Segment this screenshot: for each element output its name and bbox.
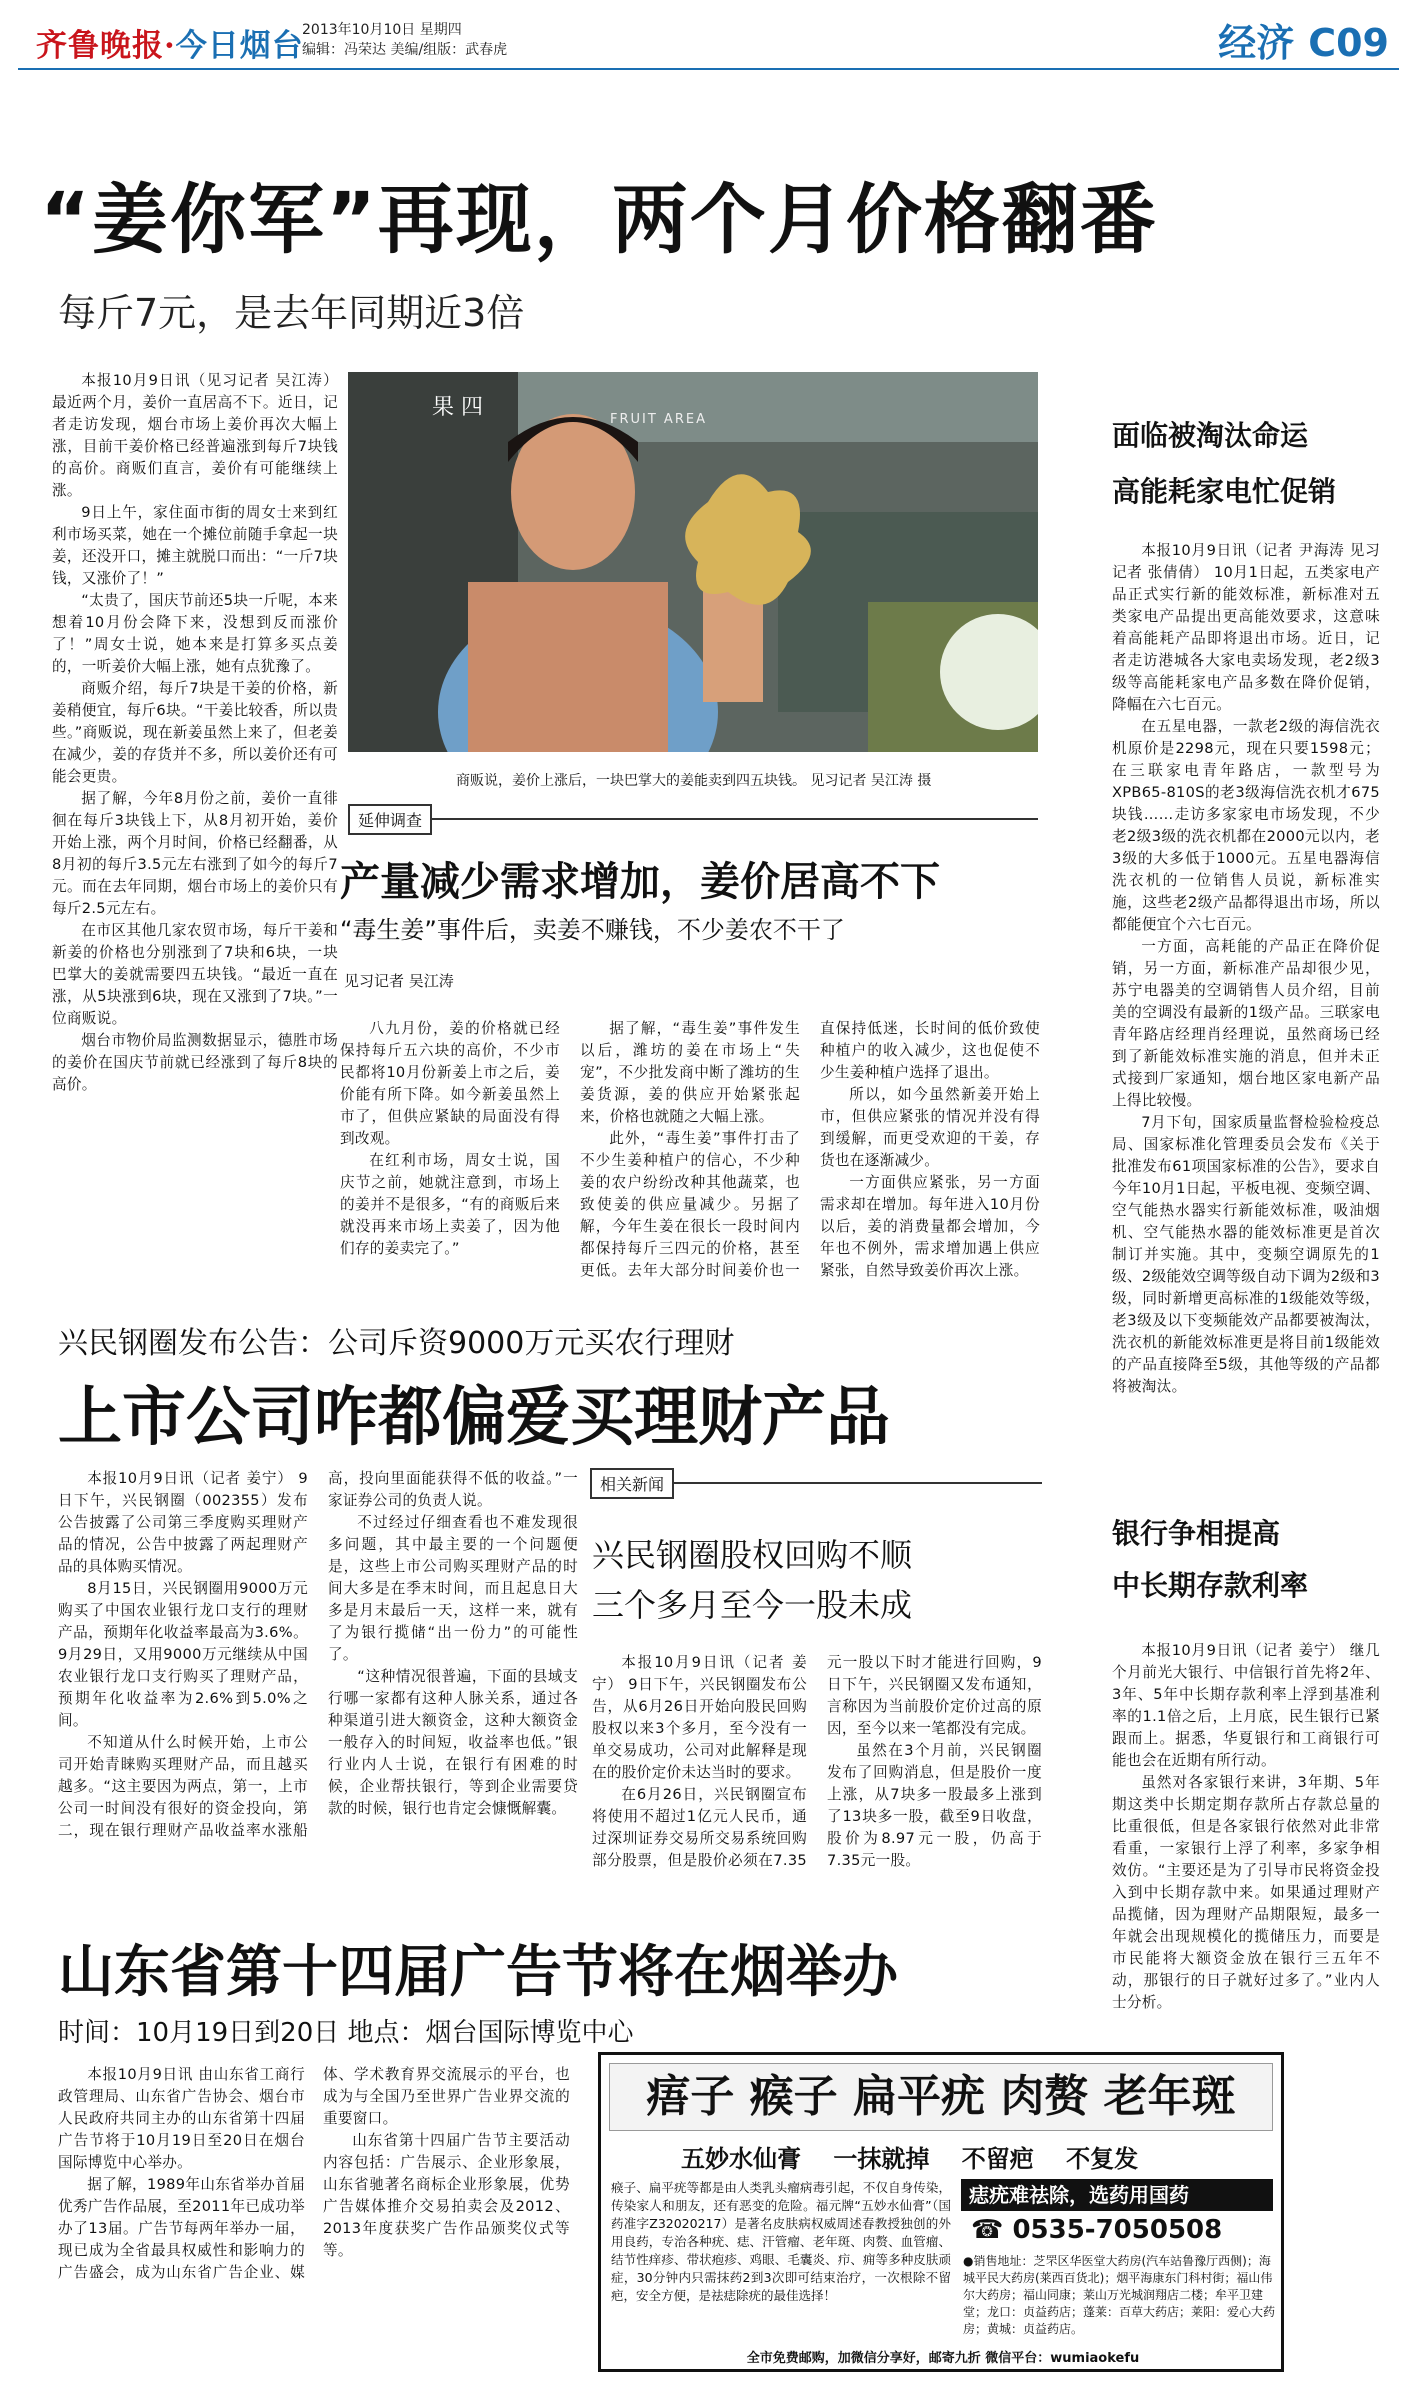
extended-paragraph: 所以，如今虽然新姜开始上市，但供应紧张的情况并没有得到缓解，而更受欢迎的干姜，存货也在逐渐减少。 — [820, 1086, 1040, 1169]
photo-sign: 果 四 — [432, 395, 483, 420]
finance-kicker: 兴民钢圈发布公告：公司斥资9000万元买农行理财 — [58, 1326, 735, 1361]
ginger-body — [52, 370, 338, 1096]
related-headline-line1: 兴民钢圈股权回购不顺 — [592, 1536, 913, 1574]
finance-paragraph: 本报10月9日讯（记者 姜宁） 9日下午，兴民钢圈（002355）发布公告披露了公司第三季度购买理财产品的情况，公告中披露了两起理财产品的具体购买情况。 — [58, 1470, 308, 1575]
sidebar2-title-line1: 银行争相提高 — [1112, 1517, 1281, 1550]
extended-paragraph: 一方面供应紧张，另一方面需求却在增加。每年进入10月份以后，姜的消费量都会增加，今年也不例外，需求增加遇上供应紧张，自然导致姜价再次上涨。 — [820, 1174, 1040, 1279]
related-headline-line2: 三个多月至今一股未成 — [592, 1586, 913, 1624]
ad-slogan: 一抹就掉 — [833, 2145, 930, 2173]
sidebar2-title-line2: 中长期存款利率 — [1112, 1569, 1309, 1602]
extended-headline: 产量减少需求增加，姜价居高不下 — [340, 859, 940, 905]
masthead-separator: · — [164, 28, 176, 64]
extended-body — [340, 1018, 1040, 1318]
photo-sign-en: FRUIT AREA — [610, 412, 707, 427]
section-name: 今日烟台 — [175, 28, 304, 64]
ad-slogan: 不复发 — [1066, 2145, 1139, 2173]
ginger-headline: “姜你军”再现，两个月价格翻番 — [40, 175, 1158, 264]
related-tag: 相关新闻 — [590, 1468, 674, 1499]
ad-stores: ●销售地址：芝罘区华医堂大药房(汽车站鲁豫厅西侧)；海城平民大药房(莱西百货北)；烟平海康东门科村街；福山伟尔大药房；福山同康；莱山万光城润翔店二楼；牟平卫建堂；龙口：贞益药店；蓬莱：百草大药店；莱阳：爱心大药房；黄城：贞益药店。 — [963, 2254, 1276, 2336]
finance-body — [58, 1468, 578, 1888]
related-paragraph: 虽然在3个月前，兴民钢圈发布了回购消息，但是股价一度上涨，从7块多一股最多上涨到了13块多一股，截至9日收盘，股价为8.97元一股，仍高于7.35元一股。 — [827, 1742, 1042, 1869]
ad-slogan-row — [681, 2139, 1138, 2174]
masthead-rule — [18, 68, 1399, 70]
extended-paragraph: 据了解，“毒生姜”事件发生以后，潍坊的姜在市场上“失宠”，不少批发商中断了潍坊的生姜货源，姜的供应开始紧张起来，价格也就随之大幅上涨。 — [580, 1020, 800, 1125]
finance-paragraph: 不知道从什么时候开始，上市公司开始青睐购买理财产品，而且越买越多。“这主要因为两点，第一，上市公司一时间没有很好的资金投向，第二，现在银行理财产品收益率水涨船高，投向里面能获得不低的收益。”一家证券公司的负责人说。 — [58, 1470, 578, 1839]
paper-name: 齐鲁晚报 — [36, 28, 164, 64]
ad-band: 痣疣难祛除，选药用国药 — [961, 2179, 1273, 2211]
sidebar1-title-line1: 面临被淘汰命运 — [1112, 419, 1309, 452]
sidebar2-paragraph: 本报10月9日讯（记者 姜宁） 继几个月前光大银行、中信银行首先将2年、3年、5年中长期存款利率上浮到基准利率的1.1倍之后，上月底，民生银行已紧跟而上。据悉，华夏银行和工商银行可能也会在近期有所行动。 — [1112, 1642, 1380, 1769]
finance-paragraph: 不过经过仔细查看也不难发现很多问题，其中最主要的一个问题便是，这些上市公司购买理财产品的时间大多是在季末时间，而且起息日大多是月末最后一天，这样一来，就有了为银行揽储“出一份力”的可能性了。 — [328, 1514, 578, 1663]
ad-phone-number: 0535-7050508 — [1012, 2215, 1223, 2245]
finance-headline: 上市公司咋都偏爱买理财产品 — [58, 1381, 890, 1455]
ginger-vendor-photo — [348, 372, 1038, 752]
ginger-paragraph: 9日上午，家住面市街的周女士来到红利市场买菜，她在一个摊位前随手拿起一块姜，还没开口，摊主就脱口而出：“一斤7块钱，又涨价了！” — [52, 504, 338, 587]
ad-slogan: 不留疤 — [961, 2145, 1034, 2173]
date-line: 2013年10月10日 星期四 — [302, 22, 462, 38]
masthead-meta — [302, 20, 507, 60]
sidebar1-title-line2: 高能耗家电忙促销 — [1112, 475, 1337, 508]
ad-body: 瘊子、扁平疣等都是由人类乳头瘤病毒引起，不仅自身传染，传染家人和朋友，还有恶变的危险。福元牌“五妙水仙膏”（国药准字Z32020217）是著名皮肤病权威周述春教授独创的外用良药，专治各种疣、痣、汗管瘤、老年斑、肉赘、血管瘤、结节性痒疹、带状疱疹、鸡眼、毛囊炎、疖、痈等多种皮肤顽症，30分钟内只需抹药2到3次即可结束治疗，一次根除不留疤，安全方便，是祛痣除疣的最佳选择！ — [611, 2180, 951, 2303]
ad-headline: 痦子 瘊子 扁平疣 肉赘 老年斑 — [609, 2063, 1273, 2131]
finance-paragraph: “这种情况很普遍，下面的县域支行哪一家都有这种人脉关系，通过各种渠道引进大额资金，这种大额资金一般存入的时间短，收益率也低。”银行业内人士说，在银行有困难的时候，企业帮扶银行，等到企业需要贷款的时候，银行也肯定会慷慨解囊。 — [328, 1668, 578, 1817]
masthead-category — [1218, 12, 1389, 67]
photo-caption: 商贩说，姜价上涨后，一块巴掌大的姜能卖到四五块钱。 见习记者 吴江涛 摄 — [456, 773, 932, 789]
ginger-paragraph: “太贵了，国庆节前还5块一斤呢，本来想着10月份会降下来，没想到反而涨价了！”周女士说，她本来是打算多买点姜的，一听姜价大幅上涨，她有点犹豫了。 — [52, 592, 338, 675]
sidebar1-paragraph: 一方面，高耗能的产品正在降价促销，另一方面，新标准产品却很少见，苏宁电器美的空调销售人员介绍，目前美的空调没有最新的1级产品。三联家电青年路店经理肖经理说，虽然商场已经到了新能效标准实施的消息，但并未正式接到厂家通知，烟台地区家电新产品上得比较慢。 — [1112, 938, 1380, 1109]
ginger-paragraph: 商贩介绍，每斤7块是干姜的价格，新姜稍便宜，每斤6块。“干姜比较香，所以贵些。”商贩说，现在新姜虽然上来了，但老姜在减少，姜的存货并不多，所以姜价还有可能会更贵。 — [52, 680, 338, 785]
finance-paragraph: 8月15日，兴民钢圈用9000万元购买了中国农业银行龙口支行的理财产品，预期年化收益率最高为3.6%。9月29日，又用9000万元继续从中国农业银行龙口支行购买了理财产品，预期年化收益率为2.6%到5.0%之间。 — [58, 1580, 308, 1729]
extended-paragraph: 八九月份，姜的价格就已经保持每斤五六块的高价，不少市民都将10月份新姜上市之后，姜价能有所下降。如今新姜虽然上市了，但供应紧缺的局面没有得到改观。 — [340, 1020, 560, 1147]
ginger-paragraph: 据了解，今年8月份之前，姜价一直徘徊在每斤3块钱上下，从8月初开始，姜价开始上涨，两个月时间，价格已经翻番，从8月初的每斤3.5元左右涨到了如今的每斤7元。而在去年同期，烟台市场上的姜价只有每斤2.5元左右。 — [52, 790, 338, 917]
ginger-paragraph: 本报10月9日讯（见习记者 吴江涛） 最近两个月，姜价一直居高不下。近日，记者走访发现，烟台市场上姜价再次大幅上涨，目前干姜价格已经普遍涨到每斤7块钱的高价。商贩们直言，姜价有可能继续上涨。 — [52, 372, 338, 499]
extended-tag: 延伸调查 — [348, 804, 432, 835]
sidebar2-paragraph: 虽然对各家银行来讲，3年期、5年期这类中长期定期存款所占存款总量的比重很低，但是各家银行依然对此非常看重，一家银行上浮了利率，多家争相效仿。“主要还是为了引导市民将资金投入到中长期存款中来。如果通过理财产品揽储，因为理财产品期限短，最多一年就会出现规模化的揽储压力，而要是市民能将大额资金放在银行三五年不动，那银行的日子就好过多了。”业内人士分析。 — [1112, 1774, 1380, 2011]
extended-tag-rule — [348, 818, 1038, 820]
ad-phone: ☎ 0535-7050508 — [971, 2215, 1223, 2245]
adfest-paragraph: 本报10月9日讯 由山东省工商行政管理局、山东省广告协会、烟台市人民政府共同主办的山东省第十四届广告节将于10月19日至20日在烟台国际博览中心举办。 — [58, 2066, 305, 2171]
page-number: C09 — [1308, 21, 1389, 65]
adfest-body — [58, 2064, 570, 2364]
category-label: 经济 — [1218, 21, 1295, 65]
ad-footer: 全市免费邮购，加微信分享好，邮寄九折 微信平台：wumiaokefu — [746, 2351, 1140, 2366]
extended-paragraph: 在红利市场，周女士说，国庆节之前，她就注意到，市场上的姜并不是很多，“有的商贩后来就没再来市场上卖姜了，因为他们存的姜卖完了。” — [340, 1152, 560, 1257]
masthead-paper-name — [36, 20, 304, 65]
sidebar1-paragraph: 7月下旬，国家质量监督检验检疫总局、国家标准化管理委员会发布《关于批准发布61项国家标准的公告》，要求自今年10月1日起，平板电视、变频空调、空气能热水器实行新能效标准，吸油烟机、空气能热水器的能效标准更是首次制订并实施。其中，变频空调原先的1级、2级能效空调等级自动下调为2级和3级，同时新增更高标准的1级能效等级，老3级及以下变频能效产品都要被淘汰，洗衣机的新能效标准更是将目前1级能效的产品直接降至5级，其他等级的产品都将被淘汰。 — [1112, 1114, 1380, 1395]
extended-subhead: “毒生姜”事件后，卖姜不赚钱，不少姜农不干了 — [340, 916, 845, 944]
adfest-headline: 山东省第十四届广告节将在烟举办 — [58, 1940, 898, 2005]
ad-product-name: 五妙水仙膏 — [681, 2145, 801, 2173]
sidebar2-body — [1112, 1640, 1380, 2014]
related-paragraph: 在6月26日，兴民钢圈宣布将使用不超过1亿元人民币，通过深圳证券交易所交易系统回购部分股票，但是股价必须在7.35元一股以下时才能进行回购，9日下午，兴民钢圈又发布通知，言称因为当前股价定价过高的原因，至今以来一笔都没有完成。 — [592, 1654, 1042, 1869]
adfest-paragraph: 山东省第十四届广告节主要活动内容包括：广告展示、企业形象展，山东省驰著名商标企业形象展，优势广告媒体推介交易拍卖会及2012、2013年度获奖广告作品颁奖仪式等等。 — [323, 2132, 570, 2259]
sidebar1-paragraph: 本报10月9日讯（记者 尹海涛 见习记者 张倩倩） 10月1日起，五类家电产品正式实行新的能效标准，新标准对五类家电产品提出更高能效要求，这意味着高能耗产品即将退出市场。近日，记者走访港城各大家电卖场发现，老2级3级等高能耗家电产品多数在降价促销，降幅在六七百元。 — [1112, 542, 1380, 713]
extended-byline: 见习记者 吴江涛 — [344, 972, 454, 990]
extended-paragraph: 此外，“毒生姜”事件打击了不少生姜种植户的信心，不少种姜的农户纷纷改种其他蔬菜，也致使姜的供应量减少。另据了解，今年生姜在很长一段时间内都保持每斤三四元的价格，甚至更低。去年大部分时间姜价也一直保持低迷，长时间的低价致使种植户的收入减少，这也促使不少生姜种植户选择了退出。 — [580, 1020, 1040, 1279]
wart-cream-ad — [598, 2052, 1284, 2372]
adfest-paragraph: 据了解，1989年山东省举办首届优秀广告作品展，至2011年已成功举办了13届。广告节每两年举办一届，现已成为全省最具权威性和影响力的广告盛会，成为山东省广告企业、媒体、学术教育界交流展示的平台，也成为与全国乃至世界广告业界交流的重要窗口。 — [58, 2066, 570, 2281]
sidebar1-paragraph: 在五星电器，一款老2级的海信洗衣机原价是2298元，现在只要1598元；在三联家电青年路店，一款型号为XPB65-810S的老3级海信洗衣机才675块钱……走访多家家电市场发现，不少老2级3级的洗衣机都在2000元以内，老3级的大多低于1000元。五星电器海信洗衣机的一位销售人员说，新标准实施，这些老2级产品都得退出市场，所以都能便宜个六七百元。 — [1112, 718, 1380, 933]
related-body — [592, 1652, 1042, 1902]
photo-illustration — [348, 372, 1038, 752]
adfest-info: 时间：10月19日到20日 地点：烟台国际博览中心 — [58, 2018, 634, 2048]
ginger-paragraph: 在市区其他几家农贸市场，每斤干姜和新姜的价格也分别涨到了7块和6块，一块巴掌大的姜就需要四五块钱。“最近一直在涨，从5块涨到6块，现在又涨到了7块。”一位商贩说。 — [52, 922, 338, 1027]
related-paragraph: 本报10月9日讯（记者 姜宁） 9日下午，兴民钢圈发布公告，从6月26日开始向股民回购股权以来3个多月，至今没有一单交易成功，公司对此解释是现在的股价定价未达当时的要求。 — [592, 1654, 807, 1781]
ginger-paragraph: 烟台市物价局监测数据显示，德胜市场的姜价在国庆节前就已经涨到了每斤8块的高价。 — [52, 1032, 338, 1093]
sidebar1-body — [1112, 540, 1380, 1398]
ginger-subhead: 每斤7元，是去年同期近3倍 — [58, 291, 525, 335]
editor-line: 编辑：冯荣达 美编/组版：武春虎 — [302, 42, 508, 58]
